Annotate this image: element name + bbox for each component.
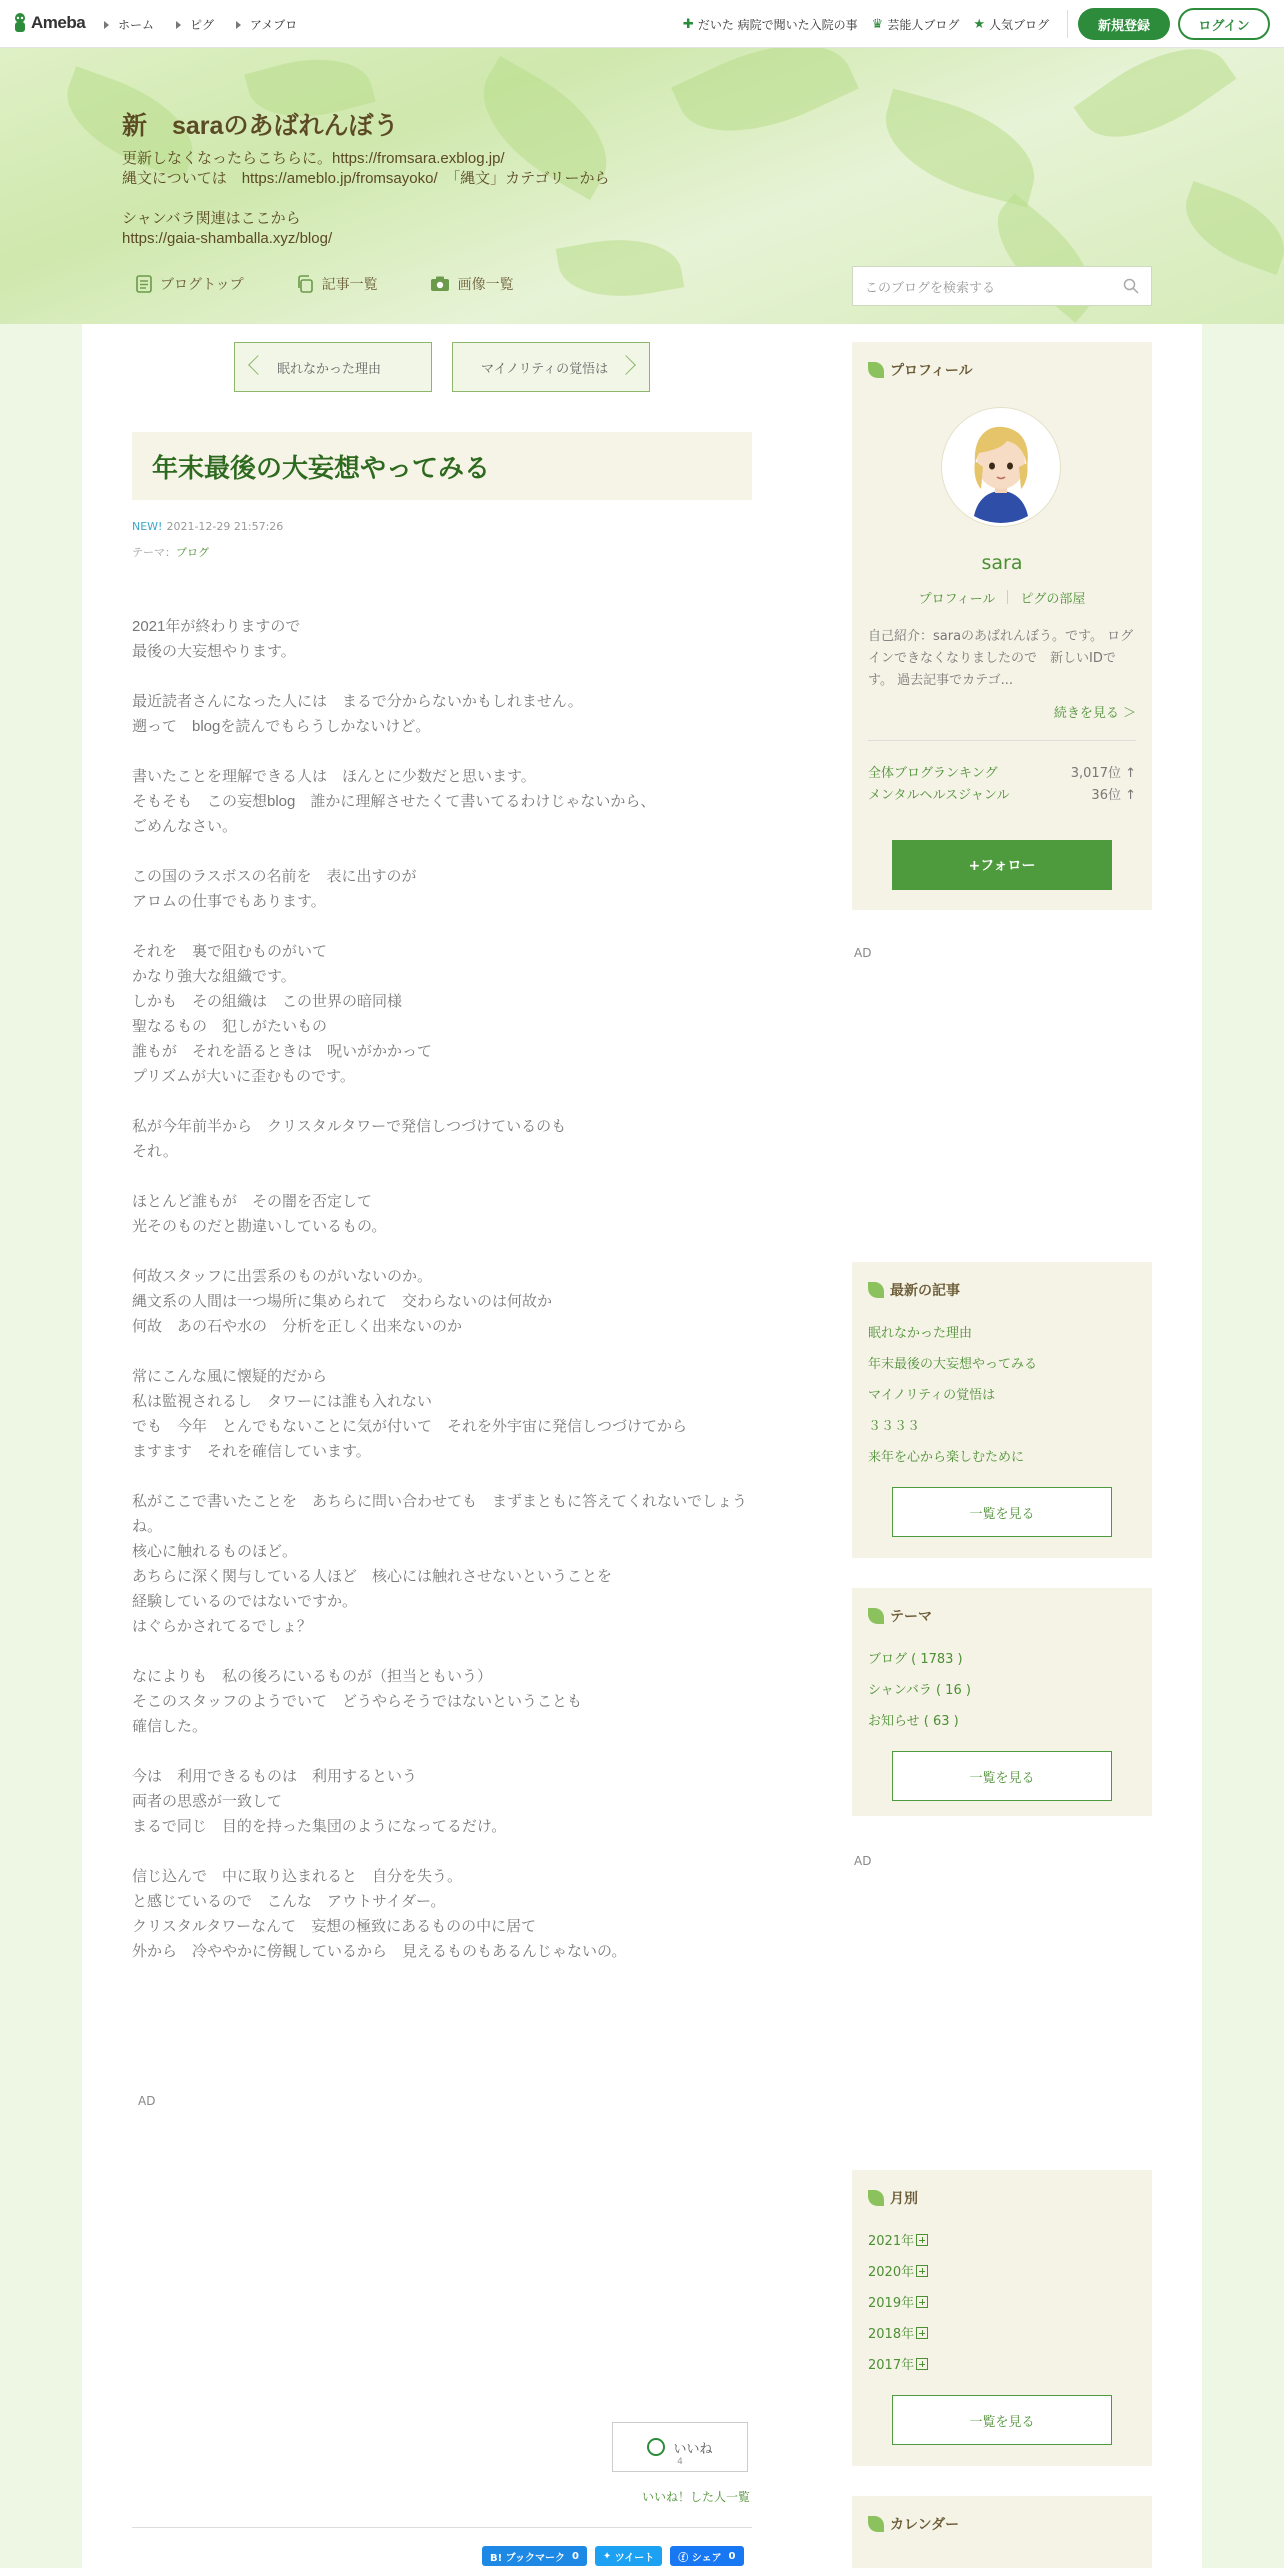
leaf-decoration — [1073, 48, 1236, 165]
leaf-icon — [868, 362, 884, 378]
article-paragraph: 常にこんな風に懐疑的だから 私は監視されるし タワーには誰も入れない でも 今年 とんでもないことに気が付いて それを外宇宙に発信しつづけてから ますます それを確信しています。 — [132, 1368, 688, 1460]
nav-popular[interactable] — [973, 16, 1049, 33]
recent-entry-link[interactable]: マイノリティの覚悟は — [868, 1388, 996, 1403]
month-label: 2020年 — [868, 2265, 915, 2280]
expand-plus-icon[interactable] — [916, 2234, 928, 2246]
fb-label: シェア — [691, 2552, 722, 2564]
article-paragraph: 私が今年前半から クリスタルタワーで発信しつづけているのも それ。 — [132, 1118, 567, 1160]
divider — [868, 740, 1136, 741]
ad-label: AD — [854, 1854, 872, 1868]
smile-icon — [647, 2438, 665, 2456]
expand-plus-icon[interactable] — [916, 2358, 928, 2370]
facebook-share-button[interactable] — [670, 2546, 743, 2566]
article-paragraph: ほとんど誰もが その闇を否定して 光そのものだと勘違いしているもの。 — [132, 1193, 387, 1235]
login-button[interactable]: ログイン — [1178, 8, 1270, 40]
month-label: 2021年 — [868, 2234, 915, 2249]
ranking-value: 3,017位 ↑ — [1070, 766, 1136, 781]
leaf-decoration — [872, 89, 1047, 208]
recent-heading-label: 最新の記事 — [890, 1283, 960, 1299]
profile-box — [852, 342, 1152, 910]
divider — [1067, 10, 1068, 38]
recent-entry-link[interactable]: 年末最後の大妄想やってみる — [868, 1357, 1038, 1372]
like-button[interactable] — [612, 2422, 748, 2472]
recent-heading — [852, 1262, 1152, 1300]
article-paragraph: それを 裏で阻むものがいて かなり強大な組織です。 しかも その組織は この世界の暗同様 聖なるもの 犯しがたいもの 誰もが それを語るときは 呪いがかかって プリズムが大いに歪むものです。 — [132, 943, 433, 1085]
like-users-link[interactable]: いいね！した人一覧 — [642, 2490, 751, 2504]
profile-intro: 自己紹介：saraのあばれんぼう。です。 ログインできなくなりましたので 新しいIDです。 過去記事でカテゴ... — [868, 629, 1134, 688]
pigg-room-link[interactable]: ピグの部屋 — [1020, 592, 1086, 607]
next-entry-link[interactable] — [452, 342, 650, 392]
fb-count: 0 — [728, 2550, 736, 2562]
article-body — [132, 614, 752, 1989]
hatena-bookmark-button[interactable] — [482, 2546, 587, 2566]
ad-label: AD — [138, 2094, 156, 2108]
crown-icon: ♛ — [871, 16, 884, 32]
month-item[interactable] — [868, 2288, 928, 2319]
nav-image-list-label: 画像一覧 — [457, 277, 514, 293]
month-label: 2019年 — [868, 2296, 915, 2311]
avatar[interactable] — [942, 408, 1060, 526]
profile-heading-label: プロフィール — [890, 363, 973, 379]
blog-search-input[interactable] — [852, 266, 1152, 306]
crumb-pigg[interactable]: ピグ — [176, 16, 214, 33]
chevron-right-icon — [616, 355, 636, 375]
new-badge: NEW! — [132, 520, 163, 533]
theme-heading-label: テーマ — [890, 1609, 932, 1625]
nav-blog-top-label: ブログトップ — [160, 277, 244, 293]
profile-link[interactable]: プロフィール — [918, 592, 996, 607]
nav-celeb-label: 芸能人ブログ — [887, 17, 960, 32]
tweet-button[interactable] — [595, 2546, 662, 2566]
article-date: 2021-12-29 21:57:26 — [166, 520, 284, 533]
ad-label: AD — [854, 946, 872, 960]
monthly-more-button[interactable]: 一覧を見る — [892, 2395, 1112, 2445]
article-paragraph: 書いたことを理解できる人は ほんとに少数だと思います。 そもそも この妄想blog 誰かに理解させたくて書いてるわけじゃないから、 ごめんなさい。 — [132, 768, 656, 835]
theme-prefix: テーマ： — [132, 546, 176, 559]
recent-entry-list — [868, 1318, 1037, 1473]
recent-entry-link[interactable]: ３３３３ — [868, 1419, 921, 1434]
theme-link[interactable]: お知らせ ( 63 ) — [868, 1714, 959, 1729]
monthly-heading — [852, 2170, 1152, 2208]
article-paragraph: 今は 利用できるものは 利用するという 両者の思惑が一致して まるで同じ 目的を持った集団のようになってるだけ。 — [132, 1768, 507, 1835]
ameba-mascot-icon — [12, 12, 28, 34]
chevron-left-icon — [248, 355, 268, 375]
calendar-heading-label: カレンダー — [890, 2517, 960, 2533]
month-item[interactable] — [868, 2350, 928, 2381]
search-placeholder: このブログを検索する — [865, 280, 996, 296]
leaf-icon — [868, 2190, 884, 2206]
article-meta — [132, 520, 283, 533]
calendar-heading — [852, 2496, 1152, 2534]
month-item[interactable] — [868, 2226, 928, 2257]
facebook-icon: ⓕ — [678, 2552, 692, 2564]
nav-celeb[interactable] — [872, 16, 960, 33]
divider — [1007, 590, 1008, 604]
profile-heading — [852, 342, 1152, 380]
prev-entry-link[interactable] — [234, 342, 432, 392]
theme-link[interactable]: ブログ ( 1783 ) — [868, 1652, 963, 1667]
leaf-icon — [868, 1608, 884, 1624]
search-icon[interactable] — [1123, 278, 1139, 294]
expand-plus-icon[interactable] — [916, 2327, 928, 2339]
nav-popular-label: 人気ブログ — [988, 17, 1049, 32]
article-paragraph: 最近読者さんになった人には まるで分からないかもしれません。 遡って blogを読んでもらうしかないけど。 — [132, 693, 583, 735]
blog-nav — [136, 274, 566, 294]
twitter-icon: ✦ — [602, 2550, 615, 2562]
like-label: いいね — [673, 2441, 713, 2457]
theme-box — [852, 1588, 1152, 1816]
logo-text: Ameba — [31, 13, 86, 32]
prev-entry-title: 眠れなかった理由 — [277, 361, 382, 377]
genre-ranking[interactable] — [868, 784, 1136, 803]
ranking-value: 36位 ↑ — [1091, 788, 1136, 803]
global-header — [0, 0, 1284, 48]
divider — [132, 2527, 752, 2528]
leaf-decoration — [671, 48, 859, 160]
expand-plus-icon[interactable] — [916, 2296, 928, 2308]
signup-button[interactable]: 新規登録 — [1078, 8, 1170, 40]
tweet-label: ツイート — [614, 2552, 655, 2564]
nav-news-label: だいた 病院で聞いた入院の事 — [697, 17, 858, 32]
header-right-nav — [669, 8, 1270, 40]
theme-list — [868, 1644, 971, 1737]
month-label: 2018年 — [868, 2327, 915, 2342]
hatena-count: 0 — [571, 2550, 579, 2562]
nav-news[interactable] — [683, 16, 858, 33]
recent-entries-box — [852, 1262, 1152, 1558]
blog-title[interactable]: 新 saraのあばれんぼう — [122, 112, 399, 140]
like-count: 4 — [677, 2457, 683, 2467]
share-buttons — [474, 2546, 744, 2566]
theme-link[interactable]: ブログ — [176, 546, 209, 559]
month-label: 2017年 — [868, 2358, 915, 2373]
monthly-box — [852, 2170, 1152, 2466]
article-theme — [132, 544, 209, 560]
overall-ranking[interactable] — [868, 762, 1136, 781]
article-paragraph: 信じ込んで 中に取り込まれると 自分を失う。 と感じているので こんな アウトサイダー。 クリスタルタワーなんて 妄想の極致にあるものの中に居て 外から 冷ややかに傍観しているから 見えるものもあるんじゃないの。 — [132, 1868, 627, 1960]
star-icon: ★ — [973, 16, 985, 32]
article-title[interactable]: 年末最後の大妄想やってみる — [132, 432, 752, 500]
monthly-list — [868, 2226, 928, 2381]
pager — [234, 342, 670, 392]
month-item[interactable] — [868, 2257, 928, 2288]
camera-icon — [430, 276, 450, 292]
article-paragraph: 何故スタッフに出雲系のものがいないのか。 縄文系の人間は一つ場所に集められて 交わらないのは何故か 何故 あの石や水の 分析を正しく出来ないのか — [132, 1268, 553, 1335]
monthly-heading-label: 月別 — [890, 2191, 918, 2207]
profile-name[interactable]: sara — [981, 552, 1023, 574]
avatar-image — [945, 411, 1057, 523]
leaf-icon — [868, 2516, 884, 2532]
main-panel — [82, 324, 1202, 2568]
article-paragraph: なによりも 私の後ろにいるものが（担当ともいう） そこのスタッフのようでいて どうやらそうではないということも 確信した。 — [132, 1668, 583, 1735]
recent-entry-link[interactable]: 眠れなかった理由 — [868, 1326, 973, 1341]
recent-entry-link[interactable]: 来年を心から楽しむために — [868, 1450, 1025, 1465]
profile-links — [852, 588, 1152, 607]
expand-plus-icon[interactable] — [916, 2265, 928, 2277]
read-more-link[interactable]: 続きを見る ＞ — [1053, 706, 1136, 721]
leaf-icon — [868, 1282, 884, 1298]
follow-button[interactable]: +フォロー — [892, 840, 1112, 890]
nav-entry-list[interactable] — [296, 274, 378, 294]
crumb-home[interactable]: ホーム — [104, 16, 154, 33]
nav-image-list[interactable] — [430, 274, 514, 294]
document-icon — [136, 275, 152, 293]
next-entry-title: マイノリティの覚悟は — [481, 361, 609, 377]
theme-more-button[interactable]: 一覧を見る — [892, 1751, 1112, 1801]
nav-entry-list-label: 記事一覧 — [321, 277, 378, 293]
theme-heading — [852, 1588, 1152, 1626]
article-paragraph: 私がここで書いたことを あちらに問い合わせても まずまともに答えてくれないでしょうね。 核心に触れるものほど。 あちらに深く関与している人ほど 核心には触れさせないということを 経験しているのではないですか。 はぐらかされてるでしょ？ — [132, 1493, 748, 1635]
article-paragraph: この国のラスボスの名前を 表に出すのが アロムの仕事でもあります。 — [132, 868, 417, 910]
crumb-ameblo[interactable]: アメブロ — [236, 16, 297, 33]
theme-link[interactable]: シャンバラ ( 16 ) — [868, 1683, 971, 1698]
month-item[interactable] — [868, 2319, 928, 2350]
breadcrumb — [104, 16, 319, 33]
copy-icon — [296, 275, 314, 293]
ranking-label: 全体ブログランキング — [868, 766, 998, 781]
calendar-box — [852, 2496, 1152, 2568]
nav-blog-top[interactable] — [136, 274, 244, 294]
blog-description: 更新しなくなったらこちらに。https://fromsara.exblog.jp/ 縄文については https://ameblo.jp/fromsayoko/ 「縄文」カテゴリーから シャンバラ関連はここから https://gaia-shamballa.xyz/blog/ — [122, 150, 610, 247]
article-paragraph: 2021年が終わりますので 最後の大妄想やります。 — [132, 618, 301, 660]
ranking-label: メンタルヘルスジャンル — [868, 788, 1010, 803]
ameba-logo[interactable] — [12, 12, 85, 34]
plus-icon: ✚ — [682, 16, 694, 32]
leaf-decoration — [1173, 181, 1284, 275]
recent-more-button[interactable]: 一覧を見る — [892, 1487, 1112, 1537]
hatena-label: B! ブックマーク — [490, 2552, 565, 2564]
